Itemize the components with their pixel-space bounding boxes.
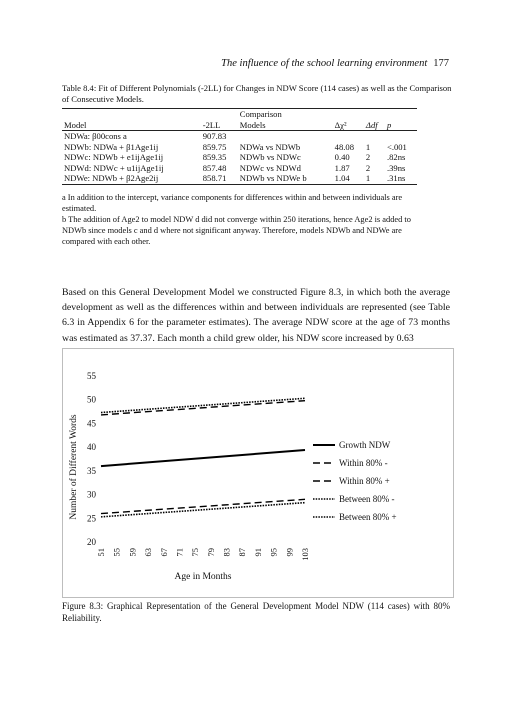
legend-label: Within 80% - xyxy=(339,458,388,468)
cell-models: NDWc vs NDWd xyxy=(239,162,301,173)
table-row xyxy=(62,131,417,142)
y-tick-label: 30 xyxy=(87,489,96,500)
cell-p: <.001 xyxy=(386,141,407,152)
x-axis-title: Age in Months xyxy=(174,572,232,582)
cell-chi: 0.40 xyxy=(334,152,350,162)
figure-caption: Figure 8.3: Graphical Representation of the General Development Model NDW (114 cases) with 80% Reliability. xyxy=(62,601,450,623)
cell-ll: 907.83 xyxy=(202,131,227,141)
ndw-growth-chart xyxy=(63,349,453,597)
figure-frame xyxy=(62,348,454,598)
cell-models: NDWb vs NDWc xyxy=(239,152,301,162)
col-model: Model xyxy=(62,120,201,131)
x-tick-label: 71 xyxy=(174,548,185,557)
cell-model: NDWa: β00cons a xyxy=(64,131,127,141)
cell-chi: 1.04 xyxy=(333,173,364,184)
note-a: a In addition to the intercept, variance components for differences within and between individuals are estimated. xyxy=(62,193,403,213)
x-tick-label: 51 xyxy=(96,548,106,557)
x-tick-label: 83 xyxy=(221,548,232,557)
cell-chi xyxy=(333,131,364,142)
y-axis-title: Number of Different Words xyxy=(69,414,79,520)
x-tick-label: 91 xyxy=(252,548,263,557)
x-tick-label: 63 xyxy=(143,548,154,557)
cell-p: .82ns xyxy=(386,152,406,162)
cell-models: NDWb vs NDWe b xyxy=(238,173,333,184)
cell-p: .39ns xyxy=(386,162,406,173)
cell-ll: 859.35 xyxy=(202,152,227,162)
cell-df: 2 xyxy=(365,162,371,173)
legend-label: Between 80% + xyxy=(339,512,397,522)
series-line xyxy=(101,503,305,517)
table-row xyxy=(62,152,417,163)
col-chi: Δχ² xyxy=(333,120,364,131)
x-tick-label: 55 xyxy=(111,548,122,557)
col-df: Δdf xyxy=(364,120,385,131)
legend-label: Growth NDW xyxy=(339,440,391,450)
cell-ll: 859.75 xyxy=(202,141,227,152)
table-row xyxy=(62,173,417,184)
cell-models xyxy=(238,131,333,142)
cell-df: 1 xyxy=(364,173,385,184)
cell-p: .31ns xyxy=(385,173,417,184)
table-row xyxy=(62,142,417,153)
page-number: 177 xyxy=(433,58,449,69)
note-b: b The addition of Age2 to model NDW d did not converge within 250 iterations, hence Age2 is added to NDWb since models c and d where not significant anyway. Therefore, models NDWb and NDWe are compared with each other. xyxy=(62,215,411,246)
series-line xyxy=(101,401,305,415)
x-tick-label: 79 xyxy=(205,548,216,557)
series-line xyxy=(101,499,305,513)
cell-chi: 1.87 xyxy=(334,162,350,173)
col-p: p xyxy=(385,120,417,131)
cell-p xyxy=(385,131,417,142)
running-header xyxy=(221,58,449,69)
cell-ll: 858.71 xyxy=(201,173,238,184)
col-ll: -2LL xyxy=(201,120,238,131)
cell-model: NDWd: NDWc + u1ijAge1ij xyxy=(64,162,164,173)
y-tick-label: 40 xyxy=(87,442,96,453)
x-tick-label: 95 xyxy=(268,548,279,557)
x-tick-label: 67 xyxy=(158,548,169,557)
cell-chi: 48.08 xyxy=(334,141,354,152)
y-tick-label: 45 xyxy=(87,418,96,429)
table-row xyxy=(62,163,417,174)
cell-model: NDWc: NDWb + e1ijAge1ij xyxy=(64,152,164,162)
body-paragraph: Based on this General Development Model we constructed Figure 8.3, in which both the average development as well as the differences within and between individuals are represented (see Table 6.3 in Appendix 6 for the parameter estimates). The average NDW score at the age of 73 months was estimated as 37.37. Each month a child grew older, his NDW score increased by 0.63 xyxy=(62,287,450,344)
legend-label: Within 80% + xyxy=(339,476,390,486)
x-tick-label: 59 xyxy=(127,548,138,557)
col-models: Models xyxy=(238,120,333,131)
cell-df: 1 xyxy=(365,141,371,152)
table-header-row xyxy=(62,120,417,131)
x-tick-label: 75 xyxy=(190,548,201,557)
fit-table xyxy=(62,108,417,185)
x-tick-label: 87 xyxy=(237,548,248,557)
x-tick-label: 103 xyxy=(300,548,310,561)
cell-models: NDWa vs NDWb xyxy=(239,141,301,152)
cell-model: NDWb: NDWa + β1Age1ij xyxy=(64,141,159,152)
series-line xyxy=(101,398,305,412)
x-tick-label: 99 xyxy=(284,548,295,557)
y-tick-label: 50 xyxy=(87,394,96,405)
cell-model: NDWe: NDWb + β2Age2ij xyxy=(62,173,201,184)
table-caption: Table 8.4: Fit of Different Polynomials (-2LL) for Changes in NDW Score (114 cases) as well as the Comparison of Consecutive Models. xyxy=(62,83,452,104)
y-tick-label: 55 xyxy=(87,371,96,381)
table-notes xyxy=(62,192,422,247)
running-title: The influence of the school learning environment xyxy=(221,58,428,69)
cell-ll: 857.48 xyxy=(202,162,227,173)
series-line xyxy=(101,450,305,466)
legend-label: Between 80% - xyxy=(339,494,395,504)
y-tick-label: 25 xyxy=(87,513,96,524)
y-tick-label: 20 xyxy=(87,537,96,547)
cell-df: 2 xyxy=(365,152,371,162)
comparison-header: Comparison xyxy=(238,109,417,120)
y-tick-label: 35 xyxy=(87,465,96,476)
cell-df xyxy=(364,131,385,142)
